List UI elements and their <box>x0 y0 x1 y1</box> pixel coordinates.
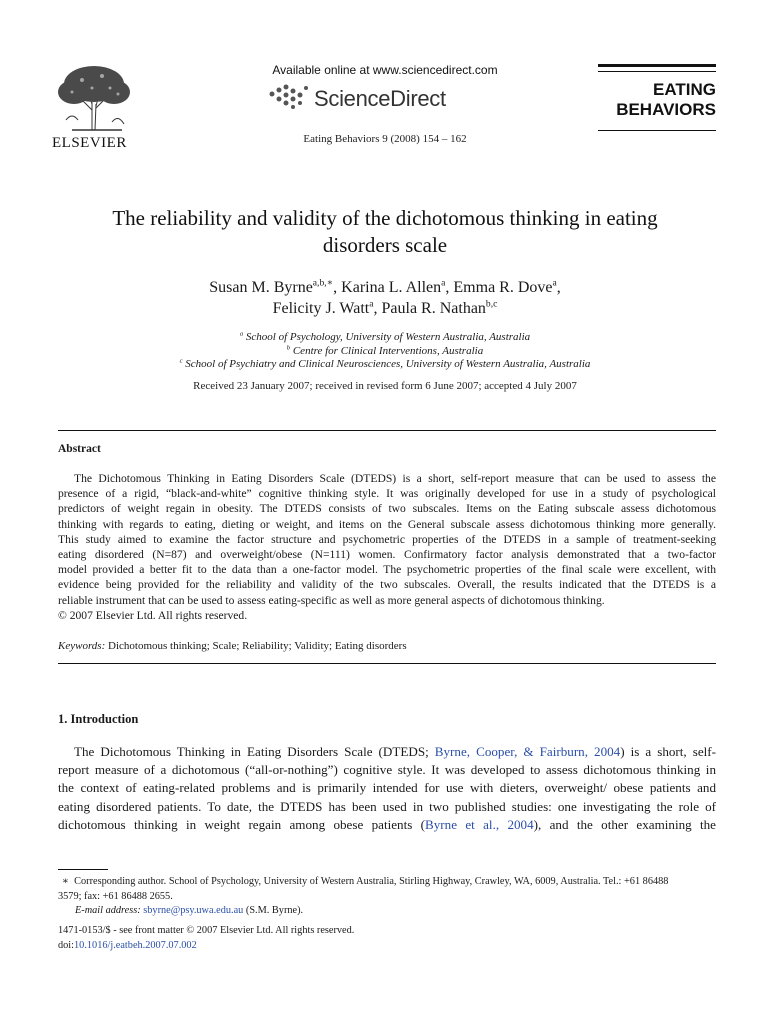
intro-text: The Dichotomous Thinking in Eating Disorders Scale (DTEDS; <box>74 744 435 759</box>
front-matter: 1471-0153/$ - see front matter © 2007 Elsevier Ltd. All rights reserved. <box>58 925 355 936</box>
sciencedirect-wordmark: ScienceDirect <box>314 86 446 111</box>
abstract-line: presence of a rigid, “black-and-white” cognitive thinking style. It was originally developed for use in a study of psychological <box>58 487 716 501</box>
email-link[interactable]: sbyrne@psy.uwa.edu.au <box>143 905 244 916</box>
affiliation-text: School of Psychiatry and Clinical Neurosciences, University of Western Australia, Australia <box>185 358 591 370</box>
journal-title-line2: BEHAVIORS <box>616 100 716 119</box>
abstract-rule-top <box>58 430 716 431</box>
authors-line2 <box>40 298 730 319</box>
article-title <box>40 205 730 259</box>
abstract-line: The Dichotomous Thinking in Eating Disorders Scale (DTEDS) is a short, self-report measure that can be used to assess the <box>74 472 716 485</box>
footnote-rule <box>58 869 108 870</box>
email-suffix: (S.M. Byrne). <box>245 905 304 916</box>
elsevier-tree-icon <box>52 62 138 132</box>
authors-line1 <box>40 277 730 298</box>
sciencedirect-dots-icon <box>268 82 310 116</box>
elsevier-wordmark: ELSEVIER <box>52 135 127 151</box>
intro-line: eating disordered patients. To date, the DTEDS has been used in two published studies: one investigating the role of <box>58 798 716 814</box>
intro-text: ), and the other examining the <box>533 816 716 832</box>
article-title-line2: disorders scale <box>322 233 448 257</box>
abstract-line: thinking with regards to eating, dieting or weight, and items on the General subscale assess dichotomous thinking more generally. <box>58 517 716 531</box>
affiliation-text: Centre for Clinical Interventions, Australia <box>292 344 484 357</box>
elsevier-logo <box>52 62 138 151</box>
journal-title-line1: EATING <box>653 80 716 99</box>
abstract-copyright: © 2007 Elsevier Ltd. All rights reserved. <box>58 608 248 622</box>
affiliation-item <box>40 358 730 372</box>
footnote-text: Corresponding author. School of Psychology, University of Western Australia, Stirling Highway, Crawley, WA, 6009, Australia. Tel.: +61 86488 <box>74 876 669 887</box>
article-title-line1: The reliability and validity of the dichotomous thinking in eating <box>112 206 658 230</box>
footnote-email-line <box>58 904 716 919</box>
available-online-text: Available online at www.sciencedirect.com <box>272 63 498 77</box>
authors <box>40 277 730 319</box>
intro-line: report measure of a dichotomous (“all-or-nothing”) cognitive style. It was developed to assess dichotomous thinking in <box>58 762 716 778</box>
author-separator: , <box>373 300 382 317</box>
author-affiliation-mark: a,b,∗ <box>312 277 334 289</box>
author-affiliation-mark: b,c <box>485 298 498 310</box>
affiliation-item <box>40 345 730 359</box>
author-name: Susan M. Byrne <box>209 279 313 296</box>
footnote-line <box>58 875 716 890</box>
abstract-line: evidence being provided for the reliability and validity of the two subscales. Overall, the results indicated that the DTEDS is a <box>58 578 716 592</box>
keywords <box>58 640 716 652</box>
sciencedirect-logo <box>268 80 468 116</box>
journal-citation: Eating Behaviors 9 (2008) 154 – 162 <box>303 133 467 145</box>
author-affiliation-mark: a <box>552 277 557 289</box>
footnote <box>58 875 716 919</box>
section-heading-introduction: 1. Introduction <box>58 712 139 726</box>
author-name: Paula R. Nathan <box>381 300 486 317</box>
doi-prefix: doi: <box>58 940 75 951</box>
affiliation-item <box>40 331 730 345</box>
author-affiliation-mark: a <box>369 298 374 310</box>
footnote-mark: ∗ <box>62 876 69 887</box>
doi <box>58 940 197 951</box>
author-name: Karina L. Allen <box>341 279 442 296</box>
abstract-line: eating disordered (N=87) and overweight/obese (N=111) women. Confirmatory factor analysis demonstrated that a two-factor <box>58 548 716 562</box>
intro-text: dichotomous thinking in weight regain among obese patients ( <box>58 816 426 832</box>
abstract-body <box>58 471 716 623</box>
doi-link[interactable]: 10.1016/j.eatbeh.2007.07.002 <box>74 940 197 951</box>
intro-line <box>58 743 716 761</box>
abstract-heading: Abstract <box>58 443 101 455</box>
intro-text: ) is a short, self- <box>620 744 716 759</box>
journal-rule-bottom <box>598 130 716 131</box>
author-name: Emma R. Dove <box>453 279 553 296</box>
intro-body <box>58 743 716 834</box>
author-name: Felicity J. Watt <box>272 300 370 317</box>
journal-rule-thin <box>598 71 716 72</box>
keywords-label: Keywords: <box>58 640 106 652</box>
journal-title <box>598 80 716 120</box>
author-affiliation-mark: a <box>441 277 446 289</box>
affiliation-mark: b <box>286 343 291 351</box>
abstract-line: This study aimed to examine the factor structure and psychometric properties of the DTEDS in a sample of treatment-seeking <box>58 532 716 546</box>
author-separator: , <box>445 279 454 296</box>
journal-rule-top <box>598 64 716 67</box>
affiliation-mark: c <box>179 357 183 365</box>
received-dates: Received 23 January 2007; received in revised form 6 June 2007; accepted 4 July 2007 <box>193 380 577 392</box>
footnote-line: 3579; fax: +61 86488 2655. <box>58 890 173 902</box>
abstract-line: predictors of weight regain in obesity. The DTEDS consists of two subscales. Items on the Eating subscale assess dichotomous <box>58 502 716 516</box>
keywords-text: Dichotomous thinking; Scale; Reliability; Validity; Eating disorders <box>108 640 407 652</box>
abstract-rule-bottom <box>58 663 716 664</box>
citation-link-byrne-et-al[interactable]: Byrne et al., 2004 <box>425 816 534 832</box>
email-label: E-mail address: <box>75 905 141 916</box>
intro-line <box>58 816 716 834</box>
abstract-line: model provided a better fit to the data than a one-factor model. The psychometric properties of the final scale were excellent, with <box>58 563 716 577</box>
citation-link-byrne-cooper-fairburn[interactable]: Byrne, Cooper, & Fairburn, 2004 <box>434 744 621 759</box>
author-separator: , <box>333 279 342 296</box>
intro-line: the context of eating-related problems and is primarily intended for use with dieters, overweight/ obese patients and <box>58 780 716 796</box>
affiliation-mark: a <box>239 330 244 338</box>
affiliations <box>40 331 730 372</box>
affiliation-text: School of Psychology, University of Western Australia, Australia <box>245 331 531 343</box>
author-separator: , <box>556 279 561 296</box>
abstract-line: reliable instrument that can be used to assess eating-specific as well as more general aspects of dichotomous thinking. <box>58 593 605 607</box>
